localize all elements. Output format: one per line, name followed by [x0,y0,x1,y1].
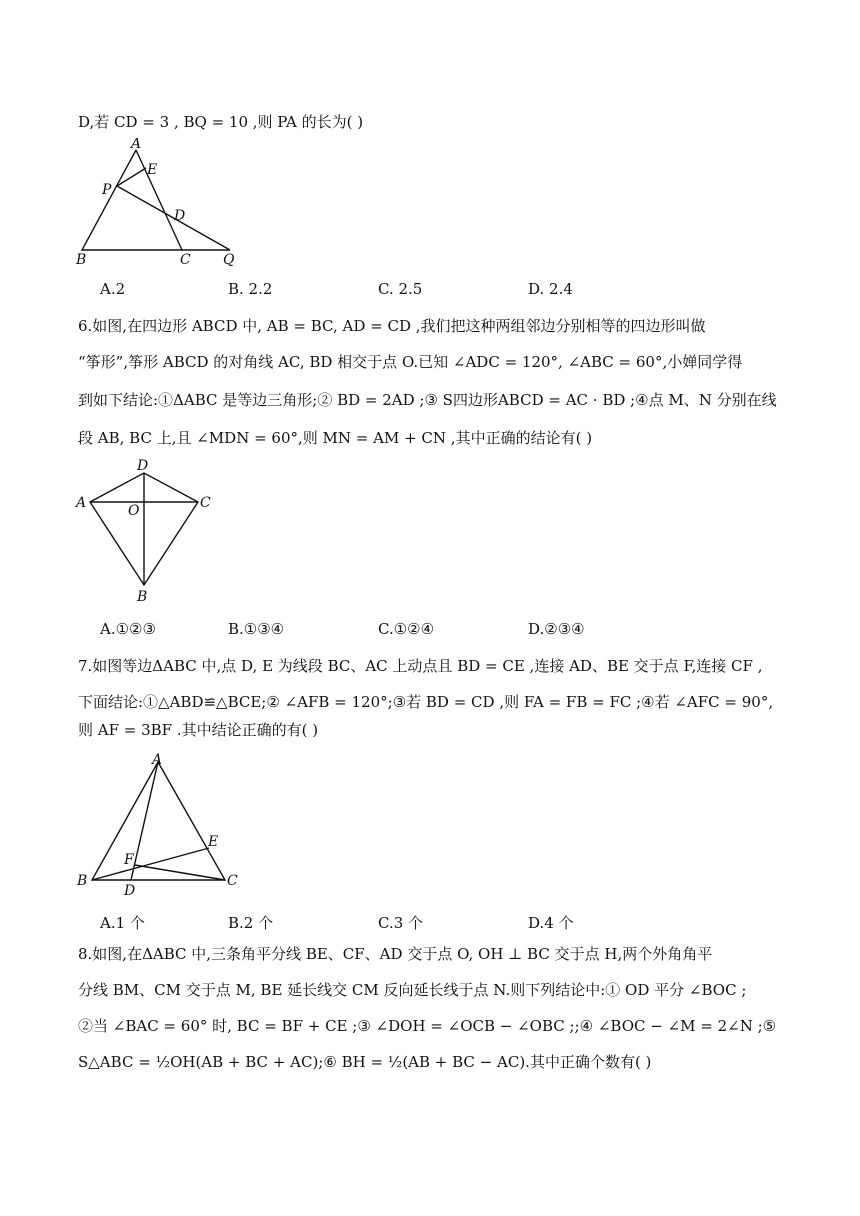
q7-label-d: D [124,883,136,898]
q5-figure [70,138,250,268]
q7-label-e: E [208,834,219,850]
q7-option-c[interactable]: C.3 个 [378,914,424,932]
q5-option-d[interactable]: D. 2.4 [528,280,573,298]
q6-label-o: O [128,503,140,519]
q7-segment-be [92,848,209,880]
q6-option-a[interactable]: A.①②③ [100,620,156,638]
q6-option-c[interactable]: C.①②④ [378,620,435,638]
q5-label-c: C [180,252,191,268]
q7-label-a: A [152,752,163,768]
q7-label-c: C [227,873,238,889]
q7-option-a[interactable]: A.1 个 [100,914,145,932]
q6-label-b: B [137,589,148,605]
q5-label-a: A [131,138,142,152]
q7-segment-cf [135,865,225,880]
q6-line-2: “筝形”,筝形 ABCD 的对角线 AC, BD 相交于点 O.已知 ∠ADC = 120°, ∠ABC = 60°,小婵同学得 [78,353,743,371]
q5-triangle [82,150,182,250]
q6-option-b[interactable]: B.①③④ [228,620,285,638]
q6-option-d[interactable]: D.②③④ [528,620,585,638]
q8-line-3: ②当 ∠BAC = 60° 时, BC = BF + CE ;③ ∠DOH = ∠OCB − ∠OBC ;;④ ∠BOC − ∠M = 2∠N ;⑤ [78,1017,777,1035]
q6-label-a: A [76,495,87,511]
q7-label-f: F [124,852,134,868]
q5-text: D,若 CD = 3 , BQ = 10 ,则 PA 的长为( ) [78,113,364,131]
q6-line-3: 到如下结论:①ΔABC 是等边三角形;② BD = 2AD ;③ S四边形ABCD = AC · BD ;④点 M、N 分别在线 [78,391,777,409]
q7-segment-ad [131,762,158,880]
q5-option-b[interactable]: B. 2.2 [228,280,273,298]
q8-line-4: S△ABC = ½OH(AB + BC + AC);⑥ BH = ½(AB + BC − AC).其中正确个数有( ) [78,1053,652,1071]
q5-label-p: P [102,182,112,198]
q8-line-2: 分线 BM、CM 交于点 M, BE 延长线交 CM 反向延长线于点 N.则下列结论中:① OD 平分 ∠BOC ; [78,981,747,999]
q5-label-b: B [76,252,87,268]
q6-figure [72,455,222,605]
q6-label-d: D [137,458,149,474]
q5-label-e: E [147,162,158,178]
q8-line-1: 8.如图,在ΔABC 中,三条角平分线 BE、CF、AD 交于点 O, OH ⊥ BC 交于点 H,两个外角角平 [78,945,713,963]
q7-option-d[interactable]: D.4 个 [528,914,574,932]
q6-line-4: 段 AB, BC 上,且 ∠MDN = 60°,则 MN = AM + CN ,其中正确的结论有( ) [78,429,593,447]
q7-line-3: 则 AF = 3BF .其中结论正确的有( ) [78,721,319,739]
q7-figure [72,748,252,898]
q5-label-d: D [174,208,186,224]
q6-line-1: 6.如图,在四边形 ABCD 中, AB = BC, AD = CD ,我们把这种两组邻边分别相等的四边形叫做 [78,317,706,335]
q7-label-b: B [77,873,88,889]
q7-option-b[interactable]: B.2 个 [228,914,274,932]
q5-option-a[interactable]: A.2 [100,280,126,298]
q7-line-1: 7.如图等边ΔABC 中,点 D, E 为线段 BC、AC 上动点且 BD = CE ,连接 AD、BE 交于点 F,连接 CF , [78,657,763,675]
q5-label-q: Q [223,252,235,268]
q6-label-c: C [200,495,211,511]
q5-option-c[interactable]: C. 2.5 [378,280,423,298]
q7-line-2: 下面结论:①△ABD≌△BCE;② ∠AFB = 120°;③若 BD = CD ,则 FA = FB = FC ;④若 ∠AFC = 90°, [78,693,774,711]
